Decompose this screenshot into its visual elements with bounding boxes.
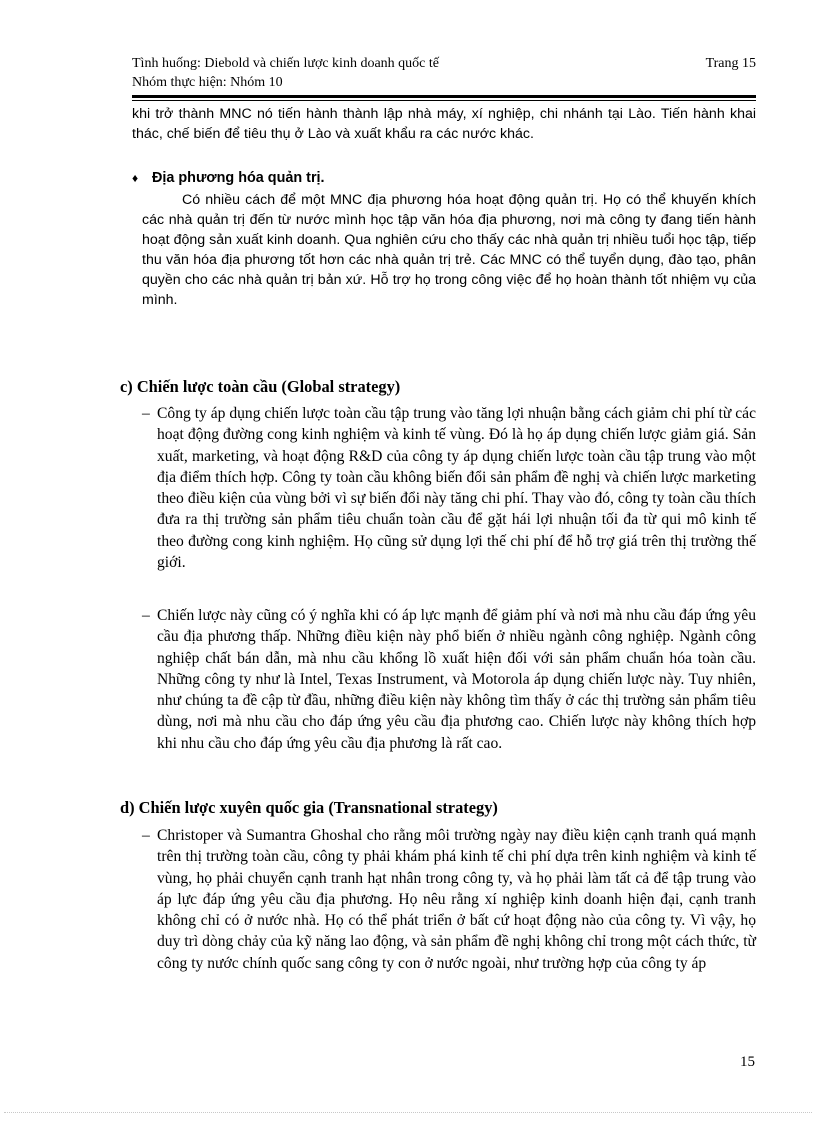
page-header — [132, 54, 756, 92]
transnational-strategy-item — [142, 825, 756, 974]
dash-bullet-icon: – — [142, 827, 150, 844]
global-strategy-item — [142, 403, 756, 573]
transnational-strategy-heading: d) Chiến lược xuyên quốc gia (Transnational strategy) — [120, 798, 498, 817]
header-group: Nhóm thực hiện: Nhóm 10 — [132, 75, 283, 90]
header-rule-thick — [132, 95, 756, 98]
dash-bullet-icon: – — [142, 405, 150, 422]
global-strategy-item-text: Chiến lược này cũng có ý nghĩa khi có áp lực mạnh để giảm phí và nơi mà nhu cầu đáp ứng yêu cầu địa phương thấp. Những điều kiện này phổ biến ở nhiều ngành công nghiệp. Ngành công nghiệp chất bán dẫn, mà nhu cầu khổng lồ xuất hiện đối với sản phẩm chuẩn hóa toàn cầu. Những công ty như là Intel, Texas Instrument, và Motorola áp dụng chiến lược này. Tuy nhiên, như chúng ta đề cập từ đầu, những điều kiện này không tìm thấy ở các thị trường sản phẩm tiêu dùng, nơi mà nhu cầu cho đáp ứng yêu cầu địa phương cao. Chiến lược này không thích hợp khi nhu cầu cho đáp ứng yêu cầu địa phương là rất cao. — [157, 607, 756, 752]
localization-heading: Địa phương hóa quản trị. — [152, 170, 325, 186]
transnational-strategy-item-text: Christoper và Sumantra Ghoshal cho rằng môi trường ngày nay điều kiện cạnh tranh quá mạnh trên thị trường toàn cầu, công ty phải khám phá kinh tế chi phí dựa trên kinh nghiệm và kinh tế vùng, họ phải chuyển cạnh tranh hạt nhân trong công ty, và họ phải làm tất cả để tập trung vào áp lực đáp ứng yêu cầu địa phương. Họ nêu rằng xí nghiệp kinh doanh hiện đại, cạnh tranh không chỉ có ở nước nhà. Họ có thể phát triển ở bất cứ hoạt động nào của công ty. Vì vậy, họ duy trì dòng chảy của kỹ năng lao động, và sản phẩm đề nghị không chỉ trong một cách thức, từ công ty nước chính quốc sang công ty con ở nước ngoài, như trường hợp của công ty áp — [157, 827, 756, 972]
global-strategy-item-text: Công ty áp dụng chiến lược toàn cầu tập trung vào tăng lợi nhuận bằng cách giảm chi phí từ các hoạt động đường cong kinh nghiệm và kinh tế vùng. Đó là họ áp dụng chiến lược giảm giá. Sản xuất, marketing, và hoạt động R&D của công ty áp dụng chiến lược toàn cầu tập trung vào một địa điểm thích hợp. Công ty toàn cầu không biến đổi sản phẩm đề nghị và chiến lược marketing theo điều kiện của vùng bởi vì sự biến đổi này tăng chi phí. Thay vào đó, công ty toàn cầu thích đưa ra thị trường sản phẩm tiêu chuẩn toàn cầu để gặt hái lợi nhuận tối đa từ qui mô kinh tế theo đường cong kinh nghiệm. Họ cũng sử dụng lợi thế chi phí để hỗ trợ giá trên thị trường thế giới. — [157, 405, 756, 572]
page-number: 15 — [740, 1054, 755, 1070]
page-bottom-divider — [4, 1112, 812, 1113]
header-page-label: Trang 15 — [705, 56, 756, 71]
intro-paragraph: khi trở thành MNC nó tiến hành thành lập nhà máy, xí nghiệp, chi nhánh tại Lào. Tiến hành khai thác, chế biến để tiêu thụ ở Lào và xuất khẩu ra các nước khác. — [132, 106, 756, 142]
header-title: Tình huống: Diebold và chiến lược kinh doanh quốc tế — [132, 56, 439, 71]
header-rule-thin — [132, 100, 756, 101]
global-strategy-item — [142, 605, 756, 754]
localization-paragraph: Có nhiều cách để một MNC địa phương hóa hoạt động quản trị. Họ có thể khuyến khích các nhà quản trị đến từ nước mình học tập văn hóa địa phương, nơi mà công ty đang tiến hành hoạt động sản xuất kinh doanh. Qua nghiên cứu cho thấy các nhà quản trị nhiều tuổi học tập, tiếp thu văn hóa địa phương tốt hơn các nhà quản trị trẻ. Các MNC có thể tuyển dụng, đào tạo, phân quyền cho các nhà quản trị bản xứ. Hỗ trợ họ trong công việc để họ hoàn thành tốt nhiệm vụ của mình. — [142, 192, 756, 308]
diamond-bullet-icon: ♦ — [132, 171, 139, 185]
localization-heading-row — [132, 170, 325, 186]
dash-bullet-icon: – — [142, 607, 150, 624]
global-strategy-heading: c) Chiến lược toàn cầu (Global strategy) — [120, 377, 401, 396]
